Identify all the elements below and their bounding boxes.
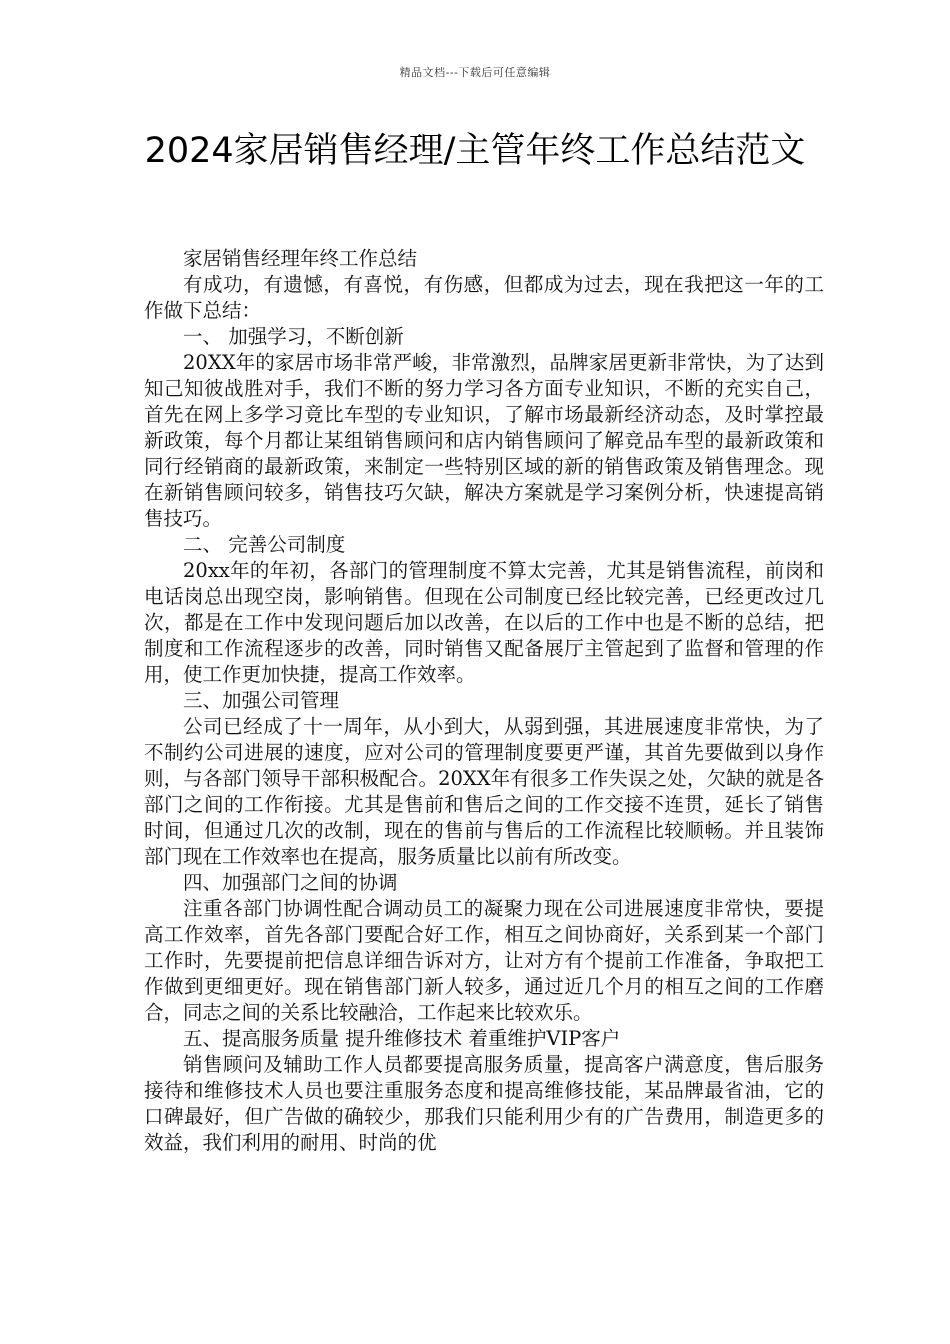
document-body [144, 246, 824, 1156]
paragraph: 注重各部门协调性配合调动员工的凝聚力现在公司进展速度非常快，要提高工作效率，首先各部门要配合好工作，相互之间协商好，关系到某一个部门工作时，先要提前把信息详细告诉对方，让对方有个提前工作准备，争取把工作做到更细更好。现在销售部门新人较多，通过近几个月的相互之间的工作磨合，同志之间的关系比较融洽，工作起来比较欢乐。 [144, 897, 824, 1024]
paragraph: 销售顾问及辅助工作人员都要提高服务质量，提高客户满意度，售后服务接待和维修技术人员也要注重服务态度和提高维修技能，某品牌最省油，它的口碑最好，但广告做的确较少，那我们只能利用少有的广告费用，制造更多的效益，我们利用的耐用、时尚的优 [144, 1053, 824, 1154]
paragraph: 20XX年的家居市场非常严峻，非常激烈，品牌家居更新非常快，为了达到知己知彼战胜对手，我们不断的努力学习各方面专业知识，不断的充实自己，首先在网上多学习竟比车型的专业知识，了解市场最新经济动态，及时掌控最新政策，每个月都让某组销售顾问和店内销售顾问了解竞品车型的最新政策和同行经销商的最新政策，来制定一些特别区域的新的销售政策及销售理念。现在新销售顾问较多，销售技巧欠缺，解决方案就是学习案例分析，快速提高销售技巧。 [144, 351, 824, 530]
paragraph: 公司已经成了十一周年，从小到大，从弱到强，其进展速度非常快，为了不制约公司进展的速度，应对公司的管理制度要更严谨，其首先要做到以身作则，与各部门领导干部积极配合。20XX年有很多工作失误之处，欠缺的就是各部门之间的工作衔接。尤其是售前和售后之间的工作交接不连贯，延长了销售时间，但通过几次的改制，现在的售前与售后的工作流程比较顺畅。并且装饰部门现在工作效率也在提高，服务质量比以前有所改变。 [144, 715, 824, 868]
section-heading: 三、加强公司管理 [183, 689, 340, 712]
document-title: 2024家居销售经理/主管年终工作总结范文 [144, 131, 806, 171]
section-heading: 二、 完善公司制度 [183, 533, 346, 556]
paragraph: 有成功，有遗憾，有喜悦，有伤感，但都成为过去，现在我把这一年的工作做下总结： [144, 273, 824, 322]
section-heading: 四、加强部门之间的协调 [183, 871, 398, 894]
header-note: 精品文档---下载后可任意编辑 [399, 66, 551, 79]
section-heading: 五、提高服务质量 提升维修技术 着重维护VIP客户 [183, 1027, 621, 1050]
paragraph: 20xx年的年初，各部门的管理制度不算太完善，尤其是销售流程，前岗和电话岗总出现空岗，影响销售。但现在公司制度已经比较完善，已经更改过几次，都是在工作中发现问题后加以改善，在以后的工作中也是不断的总结，把制度和工作流程逐步的改善，同时销售又配备展厅主管起到了监督和管理的作用，使工作更加快捷，提高工作效率。 [144, 559, 824, 686]
paragraph: 家居销售经理年终工作总结 [183, 247, 418, 270]
section-heading: 一、 加强学习，不断创新 [183, 325, 404, 348]
